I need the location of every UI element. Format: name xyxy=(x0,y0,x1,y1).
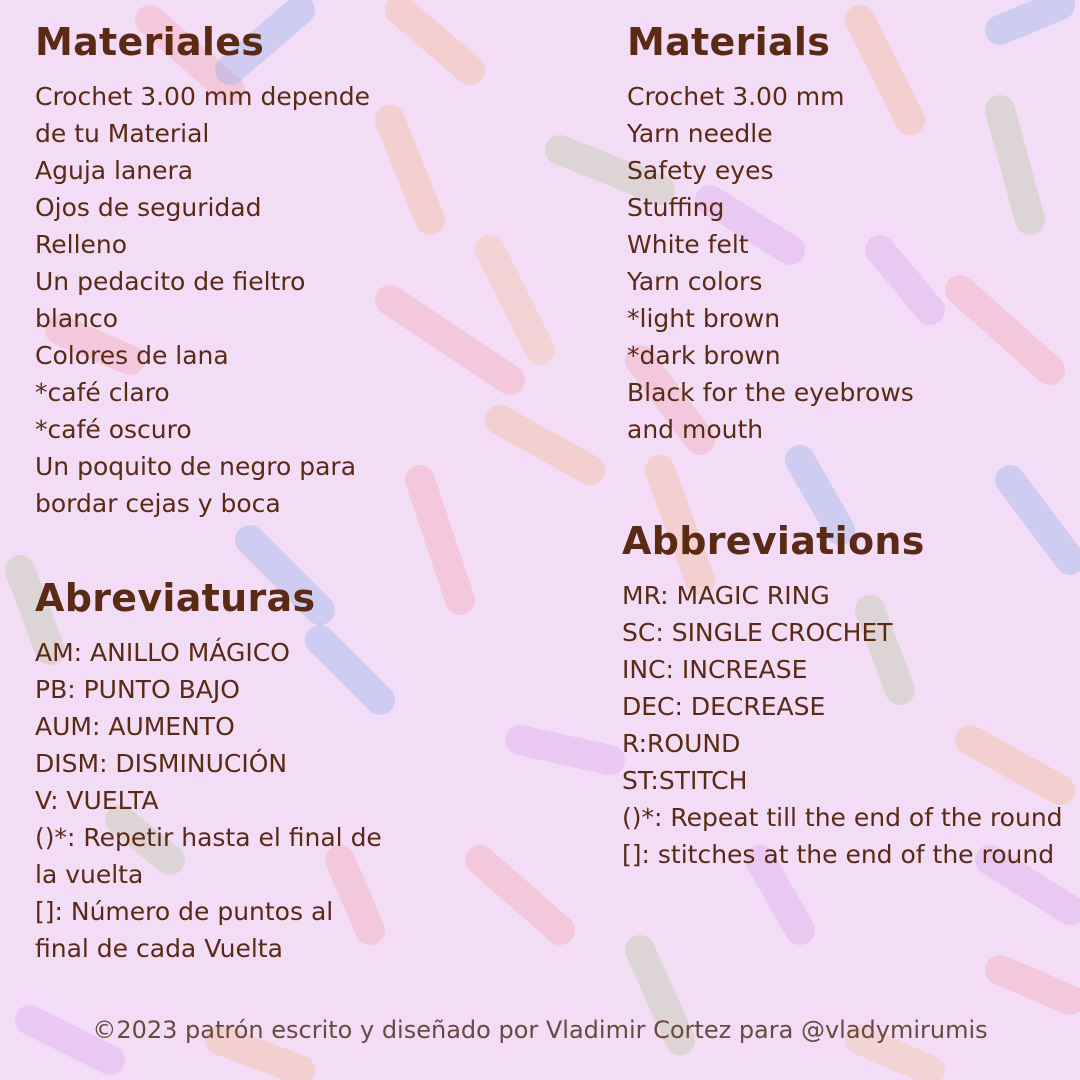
list-line: Stuffing xyxy=(627,193,725,222)
copyright-footer: ©2023 patrón escrito y diseñado por Vladimir Cortez para @vladymirumis xyxy=(92,1016,988,1044)
abbreviations-heading: Abbreviations xyxy=(622,519,925,563)
list-line: []: Número de puntos al xyxy=(35,897,334,926)
list-line: PB: PUNTO BAJO xyxy=(35,675,240,704)
list-line: MR: MAGIC RING xyxy=(622,581,830,610)
list-line: ()*: Repetir hasta el final de xyxy=(35,823,382,852)
list-line: Black for the eyebrows xyxy=(627,378,914,407)
abbreviations-section xyxy=(622,519,1063,873)
sprinkle-stroke xyxy=(500,420,590,470)
list-line: *café claro xyxy=(35,378,170,407)
sprinkle-stroke xyxy=(1000,970,1070,1000)
abreviaturas-heading: Abreviaturas xyxy=(35,576,316,620)
list-line: la vuelta xyxy=(35,860,144,889)
materials-list xyxy=(627,78,914,448)
list-line: DISM: DISMINUCIÓN xyxy=(35,749,288,778)
list-line: Un poquito de negro para xyxy=(35,452,357,481)
sprinkle-stroke xyxy=(960,290,1050,370)
list-line: White felt xyxy=(627,230,749,259)
list-line: *light brown xyxy=(627,304,781,333)
materials-heading: Materials xyxy=(627,20,831,64)
list-line: Relleno xyxy=(35,230,128,259)
sprinkle-stroke xyxy=(400,10,470,70)
abbreviations-list xyxy=(622,577,1063,873)
list-line: DEC: DECREASE xyxy=(622,692,826,721)
list-line: Crochet 3.00 mm depende xyxy=(35,82,371,111)
materiales-list xyxy=(35,78,370,522)
list-line: Yarn colors xyxy=(627,267,763,296)
list-line: Colores de lana xyxy=(35,341,229,370)
list-line: Yarn needle xyxy=(627,119,773,148)
list-line: ()*: Repeat till the end of the round xyxy=(622,803,1063,832)
list-line: V: VUELTA xyxy=(35,786,159,815)
list-line: []: stitches at the end of the round xyxy=(622,840,1055,869)
list-line: SC: SINGLE CROCHET xyxy=(622,618,893,647)
sprinkle-stroke xyxy=(1000,5,1060,30)
list-line: blanco xyxy=(35,304,119,333)
list-line: Crochet 3.00 mm xyxy=(627,82,845,111)
materiales-heading: Materiales xyxy=(35,20,265,64)
list-line: R:ROUND xyxy=(622,729,741,758)
list-line: Aguja lanera xyxy=(35,156,194,185)
list-line: *café oscuro xyxy=(35,415,192,444)
list-line: bordar cejas y boca xyxy=(35,489,281,518)
list-line: de tu Material xyxy=(35,119,210,148)
list-line: Un pedacito de fieltro xyxy=(35,267,306,296)
abreviaturas-section xyxy=(35,576,382,967)
abreviaturas-list xyxy=(35,634,382,967)
sprinkle-stroke xyxy=(480,860,560,930)
sprinkle-stroke xyxy=(420,480,460,600)
sprinkle-stroke xyxy=(1000,110,1030,220)
list-line: final de cada Vuelta xyxy=(35,934,283,963)
sprinkle-stroke xyxy=(390,120,430,220)
sprinkle-stroke xyxy=(390,300,510,380)
list-line: ST:STITCH xyxy=(622,766,748,795)
list-line: *dark brown xyxy=(627,341,781,370)
list-line: AUM: AUMENTO xyxy=(35,712,235,741)
sprinkle-stroke xyxy=(520,740,610,760)
list-line: and mouth xyxy=(627,415,764,444)
list-line: Ojos de seguridad xyxy=(35,193,262,222)
list-line: AM: ANILLO MÁGICO xyxy=(35,638,290,667)
sprinkle-stroke xyxy=(490,250,540,350)
list-line: INC: INCREASE xyxy=(622,655,808,684)
materials-section xyxy=(627,20,914,448)
materiales-section xyxy=(35,20,370,522)
list-line: Safety eyes xyxy=(627,156,774,185)
